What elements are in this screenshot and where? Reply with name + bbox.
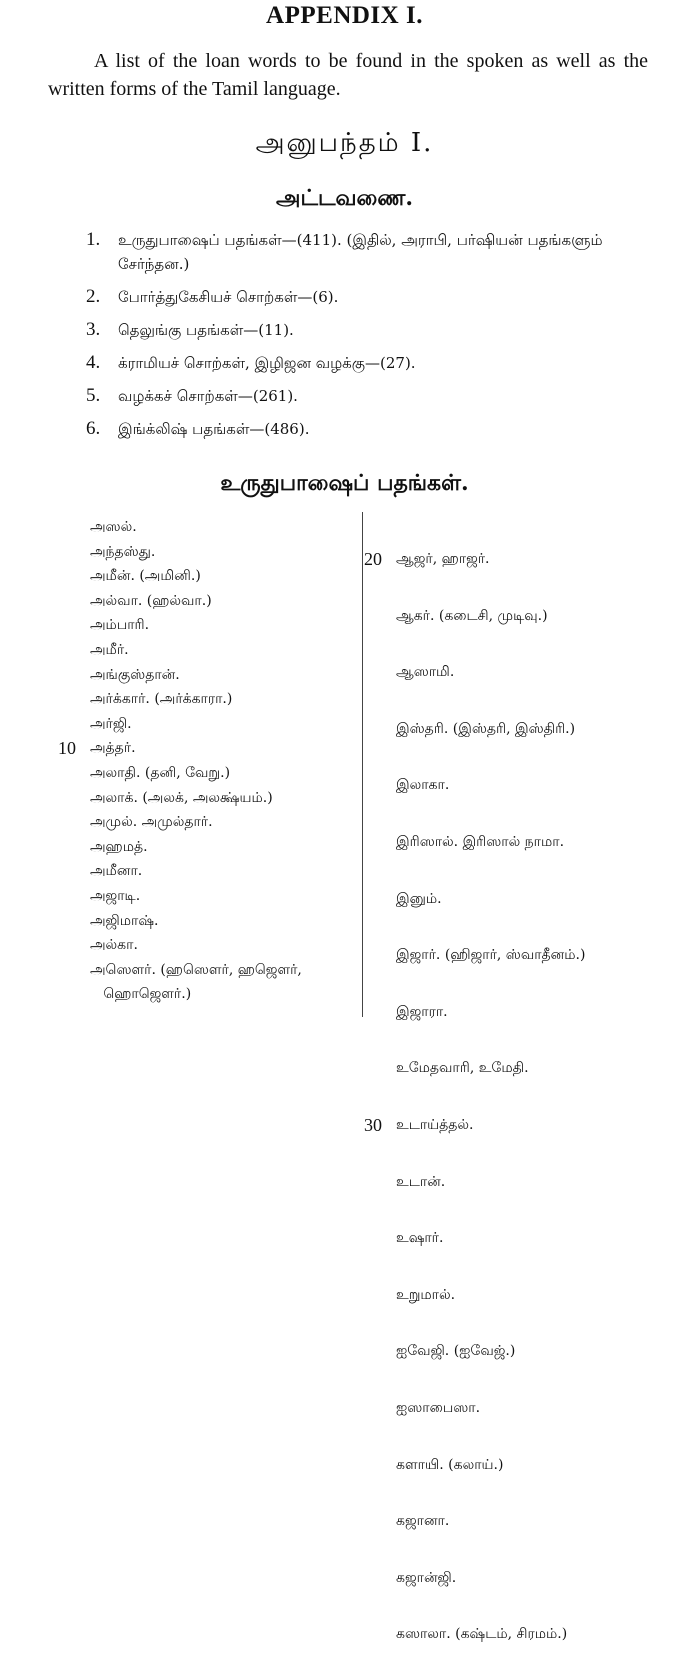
word-entry: உறுமால்.	[396, 1286, 456, 1303]
list-item	[90, 540, 350, 565]
word-entry: ஐஸாபைஸா.	[396, 1399, 481, 1416]
list-item	[396, 1566, 676, 1591]
word-entry: ஆகர். (கடைசி, முடிவு.)	[396, 607, 548, 624]
word-entry: அர்ஜி.	[90, 715, 132, 732]
list-item	[396, 943, 676, 968]
word-column-left	[58, 515, 350, 1007]
word-entry: அலாதி. (தனி, வேறு.)	[90, 764, 231, 781]
contents-heading: அட்டவணை.	[276, 185, 413, 211]
word-entry: இஸ்தரி. (இஸ்தரி, இஸ்திரி.)	[396, 720, 576, 737]
list-item	[58, 736, 350, 761]
word-entry: இனும்.	[396, 890, 442, 907]
list-item	[90, 909, 350, 934]
word-entry: அஜிமாஷ்.	[90, 912, 159, 929]
word-entry: அல்கா.	[90, 937, 138, 954]
word-entry: உடான்.	[396, 1173, 446, 1190]
list-item	[90, 933, 350, 958]
list-item	[396, 660, 676, 685]
list-item	[396, 1170, 676, 1195]
contents-item-number: 5.	[86, 385, 101, 406]
word-entry: இஜார். (ஹிஜார், ஸ்வாதீனம்.)	[396, 947, 586, 964]
list-item	[90, 835, 350, 860]
line-number: 20	[364, 549, 382, 569]
list-item	[90, 884, 350, 909]
list-item	[90, 761, 350, 786]
list-item	[396, 1396, 676, 1421]
word-entry: ஐவேஜி. (ஐவேஜ்.)	[396, 1343, 516, 1360]
list-item	[90, 810, 350, 835]
contents-item-text: க்ராமியச் சொற்கள், இழிஜன வழக்கு—(27).	[118, 354, 416, 372]
list-item	[90, 687, 350, 712]
word-entry: களாயி. (கலாய்.)	[396, 1456, 504, 1473]
list-item	[396, 887, 676, 912]
list-item	[90, 958, 350, 983]
contents-item	[86, 318, 656, 342]
list-item	[396, 1453, 676, 1478]
list-item	[396, 1000, 676, 1025]
contents-item	[86, 417, 656, 441]
list-item	[396, 773, 676, 798]
word-entry: அஸௌர். (ஹஸௌர், ஹஜௌர்,	[90, 961, 302, 978]
list-item	[396, 604, 676, 629]
list-item	[396, 1509, 676, 1534]
list-item	[90, 613, 350, 638]
list-item	[396, 717, 676, 742]
word-entry: உமேதவாரி, உமேதி.	[396, 1060, 529, 1077]
word-entry: ஆஸாமி.	[396, 664, 455, 681]
word-entry: அஜாடி.	[90, 887, 141, 904]
word-entry: அர்க்கார். (அர்க்காரா.)	[90, 691, 233, 708]
word-entry: இரிஸால். இரிஸால் நாமா.	[396, 833, 565, 850]
word-entry: அமீனா.	[90, 863, 143, 880]
contents-item	[86, 228, 656, 276]
contents-item-number: 1.	[86, 229, 101, 250]
word-entry: கஸாலா. (கஷ்டம், சிரமம்.)	[396, 1626, 568, 1643]
line-number: 30	[364, 1114, 382, 1135]
contents-item	[86, 351, 656, 375]
intro-paragraph: A list of the loan words to be found in the spoken as well as the written forms of the Tamil language.	[48, 50, 648, 100]
word-entry: ஆஜர், ஹாஜர்.	[396, 551, 490, 567]
list-item	[364, 1113, 676, 1138]
word-entry: அலாக். (அலக், அலக்ஷ்யம்.)	[90, 789, 273, 806]
word-entry: கஜான்ஜி.	[396, 1569, 457, 1586]
contents-item-text: உருதுபாஷைப் பதங்கள்—(411). (இதில், அராபி, பர்ஷியன் பதங்களும் சேர்ந்தன.)	[118, 231, 603, 273]
contents-item-text: வழக்கச் சொற்கள்—(261).	[118, 387, 298, 405]
word-entry: இலாகா.	[396, 777, 450, 794]
column-divider	[362, 512, 363, 1017]
word-entry: அல்வா. (ஹல்வா.)	[90, 592, 212, 609]
list-item	[90, 638, 350, 663]
word-column-right	[364, 515, 676, 1679]
contents-item-text: போர்த்துகேசியச் சொற்கள்—(6).	[118, 288, 339, 306]
contents-item	[86, 384, 656, 408]
list-item	[396, 1056, 676, 1081]
word-entry: அம்பாரி.	[90, 617, 150, 634]
list-item	[90, 859, 350, 884]
list-item	[396, 1283, 676, 1308]
word-entry: கஜானா.	[396, 1513, 450, 1530]
list-item	[90, 564, 350, 589]
contents-item-text: இங்க்லிஷ் பதங்கள்—(486).	[118, 420, 310, 438]
contents-item-number: 3.	[86, 319, 101, 340]
list-item	[90, 982, 350, 1007]
list-item	[396, 1226, 676, 1251]
word-entry: அத்தர்.	[90, 740, 136, 757]
word-entry: அமீர்.	[90, 641, 129, 658]
contents-item	[86, 285, 656, 309]
word-entry: அமுல். அமுல்தார்.	[90, 814, 213, 831]
word-entry: அமீன். (அமினி.)	[90, 568, 201, 585]
word-entry: அஹமத்.	[90, 838, 148, 855]
list-item	[90, 589, 350, 614]
contents-list	[86, 228, 656, 450]
line-number: 10	[58, 738, 76, 759]
word-entry: அங்குஸ்தான்.	[90, 666, 180, 683]
word-entry: அந்தஸ்து.	[90, 543, 156, 560]
contents-item-text: தெலுங்கு பதங்கள்—(11).	[118, 321, 294, 339]
word-entry: இஜாரா.	[396, 1003, 448, 1020]
list-item	[90, 786, 350, 811]
list-item	[90, 663, 350, 688]
list-item	[90, 712, 350, 737]
contents-item-number: 4.	[86, 352, 101, 373]
word-entry: அஸல்.	[90, 519, 137, 535]
section-heading: உருதுபாஷைப் பதங்கள்.	[220, 470, 469, 496]
list-item	[396, 830, 676, 855]
word-entry: ஹொஜௌர்.)	[90, 986, 192, 1003]
word-entry: உஷார்.	[396, 1230, 444, 1247]
contents-item-number: 6.	[86, 418, 101, 439]
contents-item-number: 2.	[86, 286, 101, 307]
list-item	[396, 1339, 676, 1364]
list-item	[90, 515, 350, 540]
tamil-heading: அனுபந்தம் I.	[255, 128, 434, 158]
list-item	[396, 1622, 676, 1647]
list-item	[364, 547, 676, 572]
page-title: APPENDIX I.	[266, 2, 423, 29]
word-entry: உடாய்த்தல்.	[396, 1116, 474, 1133]
